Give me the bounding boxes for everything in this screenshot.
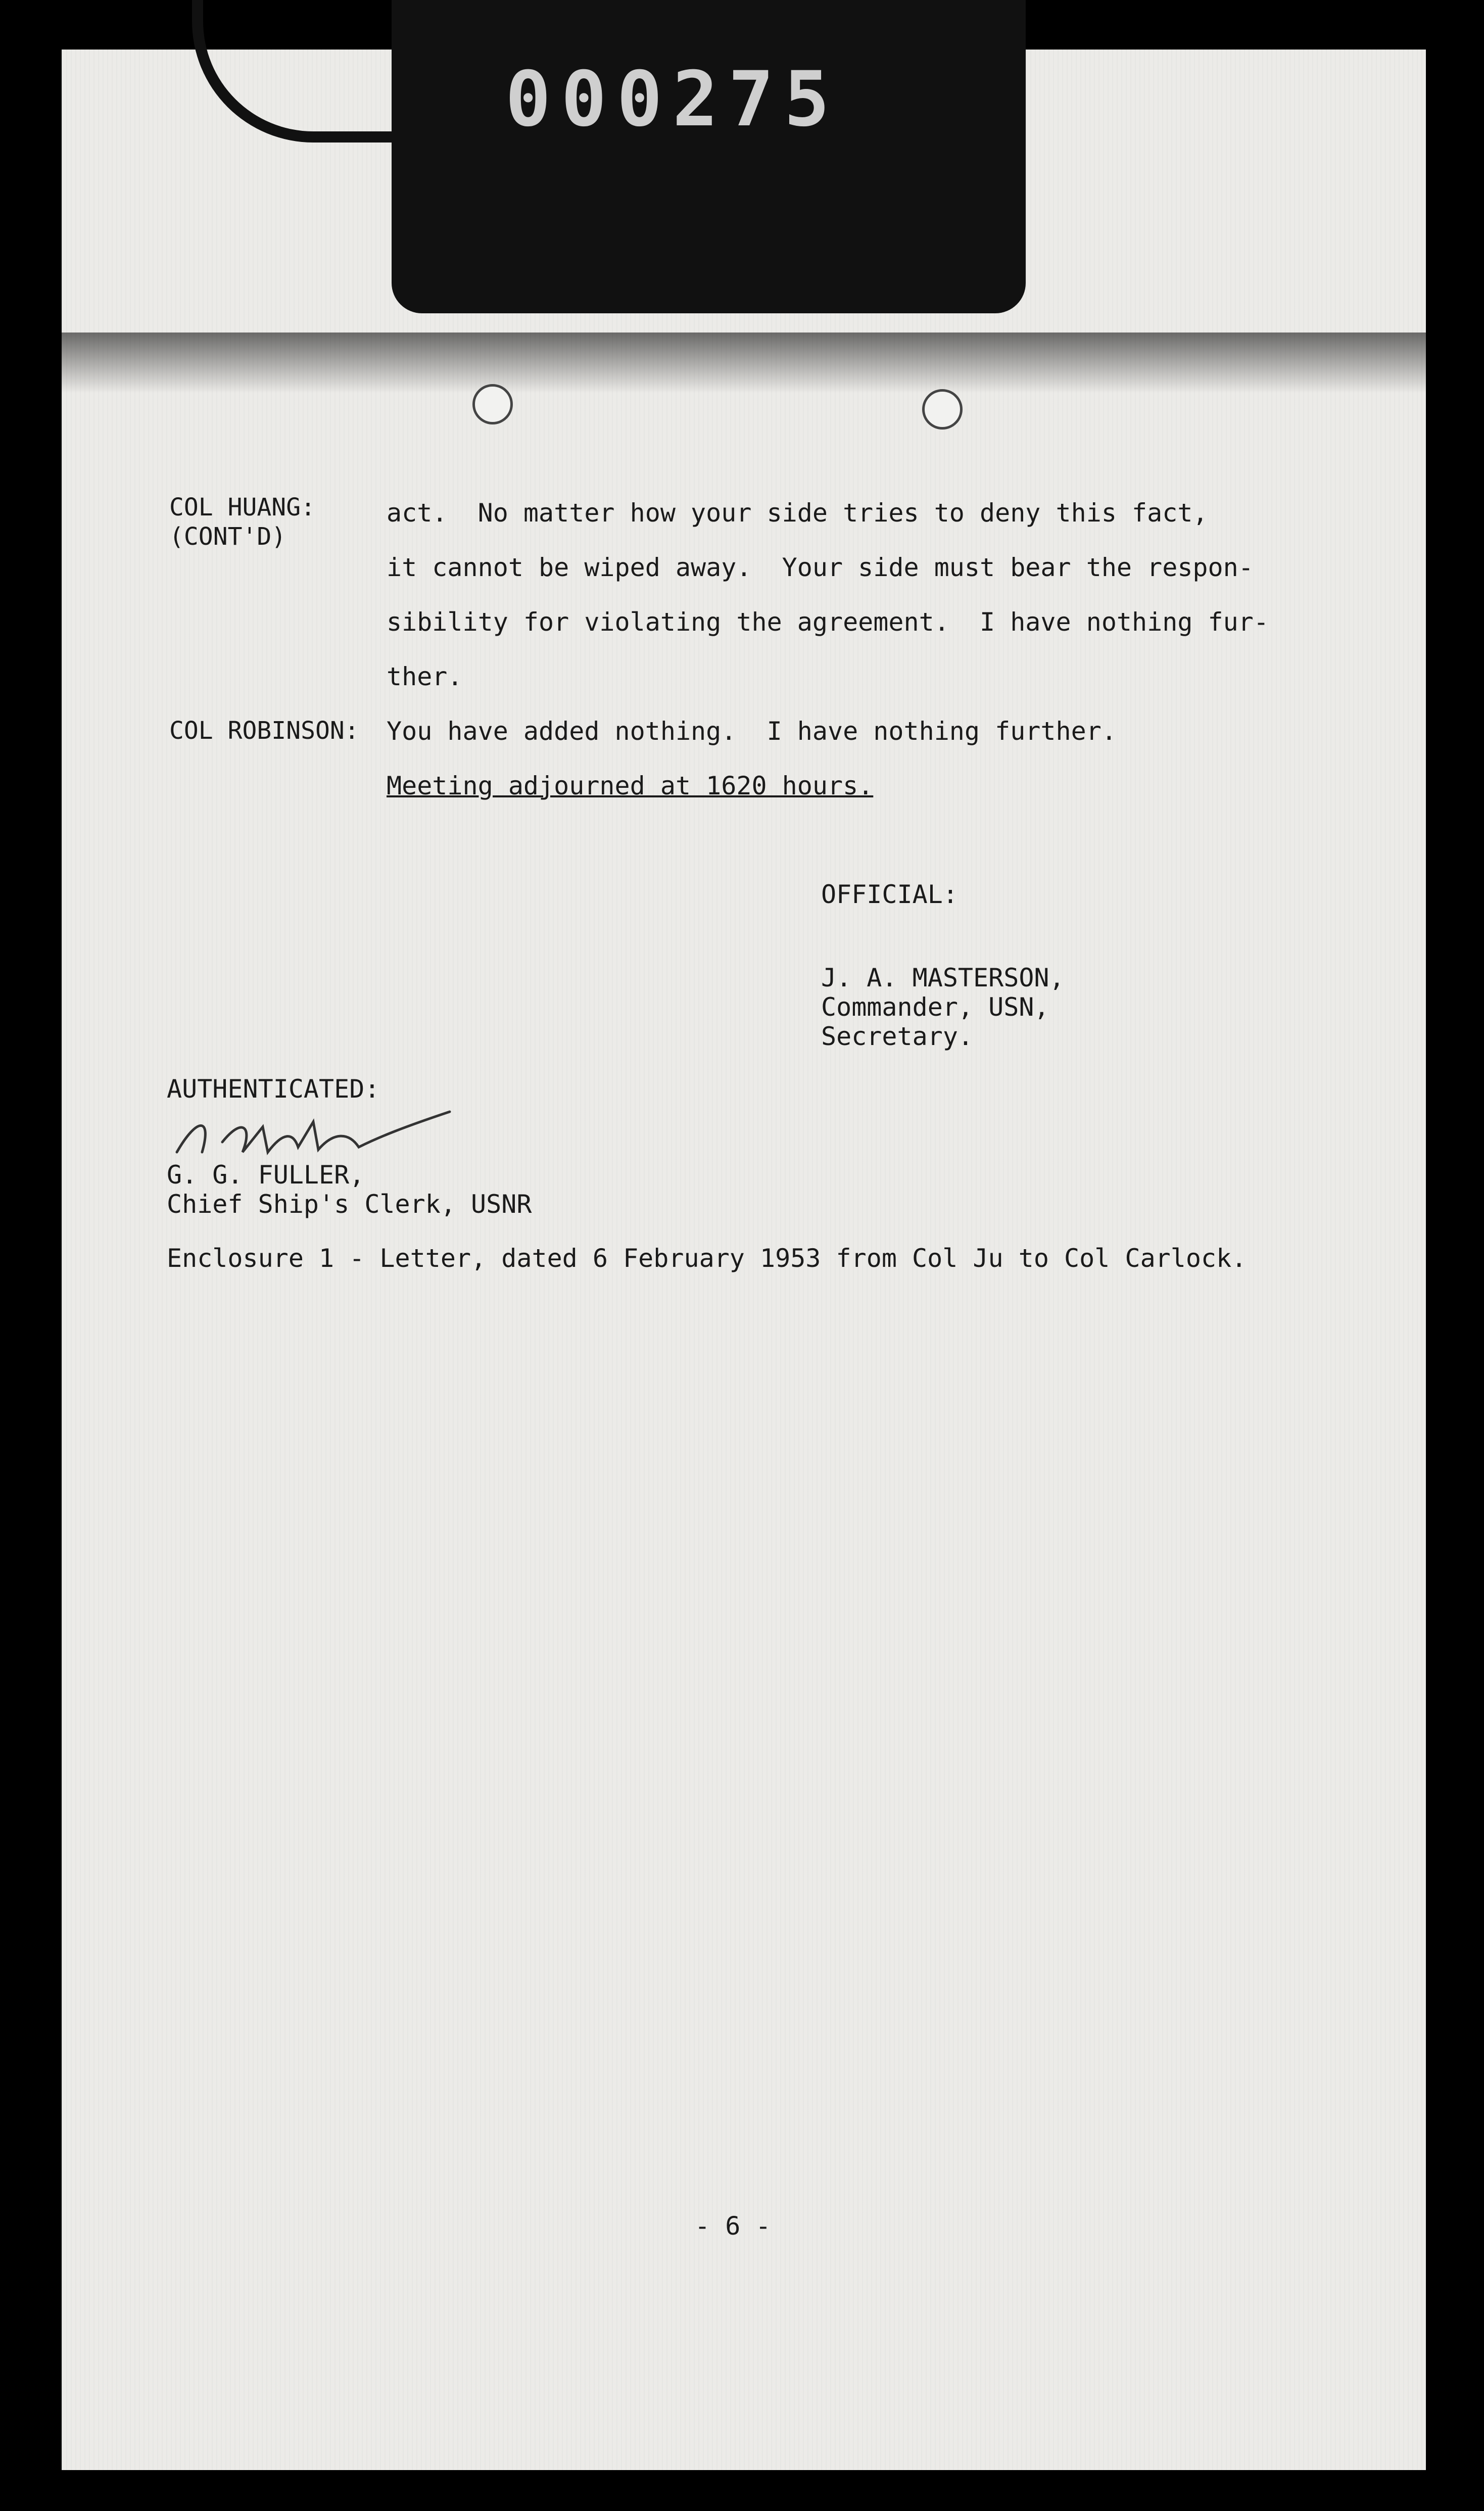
speaker-col-huang: COL HUANG: <box>169 493 315 522</box>
clip-shadow <box>62 333 1426 393</box>
official-rank: Commander, USN, <box>821 992 1049 1022</box>
speech-line-4: ther. <box>387 662 463 691</box>
punch-hole-left <box>472 384 513 424</box>
official-title: Secretary. <box>821 1022 974 1051</box>
meeting-adjourned: Meeting adjourned at 1620 hours. <box>387 771 874 800</box>
speech-line-3: sibility for violating the agreement. I have nothing fur- <box>387 607 1269 637</box>
frame-counter <box>392 0 1026 313</box>
authenticated-rank: Chief Ship's Clerk, USNR <box>167 1190 532 1219</box>
authenticated-heading: AUTHENTICATED: <box>167 1074 380 1104</box>
speech-line-1: act. No matter how your side tries to deny this fact, <box>387 498 1208 528</box>
page-number: - 6 - <box>695 2211 771 2241</box>
official-heading: OFFICIAL: <box>821 880 958 909</box>
official-name: J. A. MASTERSON, <box>821 963 1065 992</box>
speaker-col-robinson: COL ROBINSON: <box>169 717 359 745</box>
speech-line-2: it cannot be wiped away. Your side must bear the respon- <box>387 553 1254 582</box>
authenticated-name: G. G. FULLER, <box>167 1160 365 1190</box>
enclosure-line: Enclosure 1 - Letter, dated 6 February 1953 from Col Ju to Col Carlock. <box>167 1244 1247 1273</box>
speaker-contd: (CONT'D) <box>169 523 286 551</box>
punch-hole-right <box>922 389 963 430</box>
frame-counter-number: 000275 <box>505 56 840 144</box>
speech-robinson: You have added nothing. I have nothing further. <box>387 717 1117 746</box>
